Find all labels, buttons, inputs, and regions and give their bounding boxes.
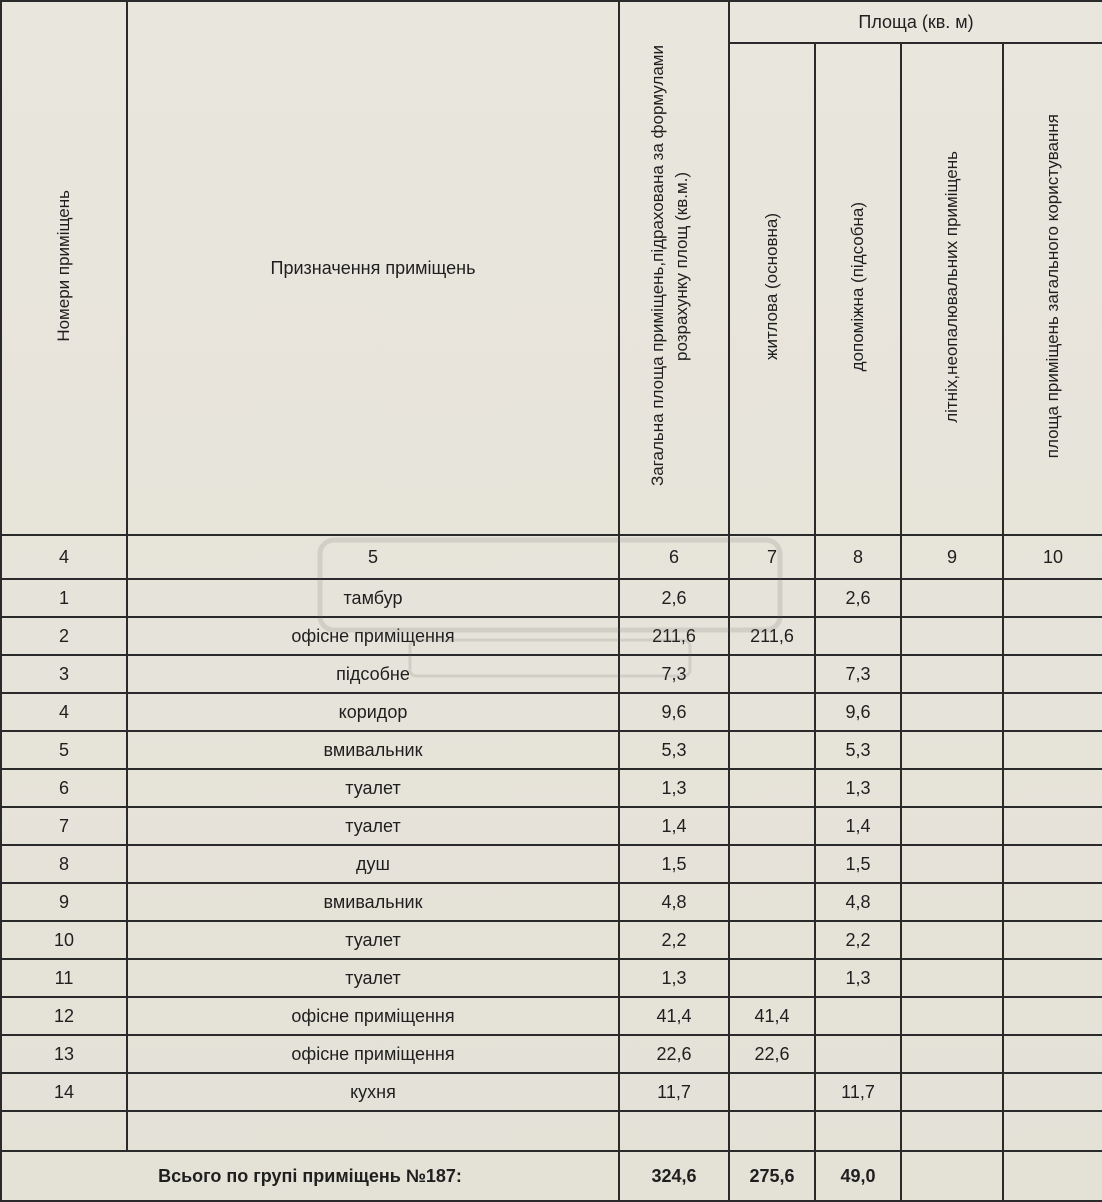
room-total-area: 2,6: [619, 579, 729, 617]
room-auxiliary-area: 2,2: [815, 921, 901, 959]
column-number: 9: [901, 535, 1003, 579]
room-summer-area: [901, 579, 1003, 617]
room-purpose: офісне приміщення: [127, 997, 619, 1035]
table-row: [1, 807, 1102, 845]
total-summer-sum: [901, 1151, 1003, 1201]
room-living-area: [729, 1073, 815, 1111]
room-number: 12: [1, 997, 127, 1035]
room-summer-area: [901, 807, 1003, 845]
room-number: 1: [1, 579, 127, 617]
room-summer-area: [901, 1035, 1003, 1073]
room-auxiliary-area: 1,3: [815, 959, 901, 997]
total-auxiliary-sum: 49,0: [815, 1151, 901, 1201]
room-summer-area: [901, 921, 1003, 959]
room-total-area: 41,4: [619, 997, 729, 1035]
column-number-row: [1, 535, 1102, 579]
room-common-area: [1003, 1035, 1102, 1073]
empty-cell: [127, 1111, 619, 1151]
room-living-area: [729, 883, 815, 921]
room-living-area: [729, 769, 815, 807]
room-common-area: [1003, 959, 1102, 997]
total-living-sum: 275,6: [729, 1151, 815, 1201]
room-summer-area: [901, 845, 1003, 883]
room-auxiliary-area: 7,3: [815, 655, 901, 693]
table-row: [1, 921, 1102, 959]
empty-cell: [729, 1111, 815, 1151]
header-purpose: Призначення приміщень: [127, 1, 619, 535]
room-number: 14: [1, 1073, 127, 1111]
table-row: [1, 1035, 1102, 1073]
room-common-area: [1003, 617, 1102, 655]
room-number: 13: [1, 1035, 127, 1073]
header-area-group: Площа (кв. м): [729, 1, 1102, 43]
header-common: [1003, 43, 1102, 535]
table-row: [1, 1073, 1102, 1111]
room-auxiliary-area: 1,5: [815, 845, 901, 883]
total-common-sum: [1003, 1151, 1102, 1201]
table-row: [1, 579, 1102, 617]
header-row-top: [1, 1, 1102, 43]
room-living-area: 22,6: [729, 1035, 815, 1073]
room-common-area: [1003, 731, 1102, 769]
room-living-area: 41,4: [729, 997, 815, 1035]
room-total-area: 9,6: [619, 693, 729, 731]
room-summer-area: [901, 1073, 1003, 1111]
room-auxiliary-area: [815, 1035, 901, 1073]
table-row: [1, 845, 1102, 883]
column-number: 7: [729, 535, 815, 579]
header-room-number-text: Номери приміщень: [54, 189, 73, 342]
room-purpose: туалет: [127, 921, 619, 959]
column-number: 10: [1003, 535, 1102, 579]
room-common-area: [1003, 883, 1102, 921]
column-number: 6: [619, 535, 729, 579]
table-row: [1, 997, 1102, 1035]
room-total-area: 1,3: [619, 769, 729, 807]
room-purpose: офісне приміщення: [127, 617, 619, 655]
room-number: 8: [1, 845, 127, 883]
room-living-area: [729, 807, 815, 845]
room-purpose: туалет: [127, 959, 619, 997]
room-common-area: [1003, 769, 1102, 807]
room-purpose: вмивальник: [127, 731, 619, 769]
room-purpose: туалет: [127, 807, 619, 845]
empty-cell: [815, 1111, 901, 1151]
header-living: [729, 43, 815, 535]
room-summer-area: [901, 731, 1003, 769]
column-number: 8: [815, 535, 901, 579]
room-total-area: 4,8: [619, 883, 729, 921]
header-auxiliary-text: допоміжна (підсобна): [848, 201, 867, 372]
room-common-area: [1003, 845, 1102, 883]
room-purpose: туалет: [127, 769, 619, 807]
room-total-area: 2,2: [619, 921, 729, 959]
room-number: 4: [1, 693, 127, 731]
room-purpose: вмивальник: [127, 883, 619, 921]
table-row: [1, 959, 1102, 997]
room-auxiliary-area: 2,6: [815, 579, 901, 617]
room-auxiliary-area: [815, 617, 901, 655]
room-purpose: офісне приміщення: [127, 1035, 619, 1073]
room-auxiliary-area: 5,3: [815, 731, 901, 769]
room-number: 5: [1, 731, 127, 769]
empty-cell: [901, 1111, 1003, 1151]
room-living-area: [729, 693, 815, 731]
column-number: 4: [1, 535, 127, 579]
room-summer-area: [901, 769, 1003, 807]
room-total-area: 1,4: [619, 807, 729, 845]
room-summer-area: [901, 693, 1003, 731]
room-summer-area: [901, 655, 1003, 693]
room-summer-area: [901, 883, 1003, 921]
room-number: 11: [1, 959, 127, 997]
room-common-area: [1003, 655, 1102, 693]
header-summer: [901, 43, 1003, 535]
room-number: 6: [1, 769, 127, 807]
room-purpose: тамбур: [127, 579, 619, 617]
room-purpose: кухня: [127, 1073, 619, 1111]
header-common-text: площа приміщень загального користування: [1043, 114, 1063, 459]
room-auxiliary-area: [815, 997, 901, 1035]
room-total-area: 22,6: [619, 1035, 729, 1073]
header-room-number: [1, 1, 127, 535]
room-number: 9: [1, 883, 127, 921]
room-living-area: [729, 959, 815, 997]
room-auxiliary-area: 9,6: [815, 693, 901, 731]
empty-cell: [1, 1111, 127, 1151]
header-auxiliary: [815, 43, 901, 535]
room-purpose: підсобне: [127, 655, 619, 693]
room-living-area: [729, 655, 815, 693]
table-body: [1, 1, 1102, 1201]
room-total-area: 11,7: [619, 1073, 729, 1111]
room-auxiliary-area: 11,7: [815, 1073, 901, 1111]
empty-row: [1, 1111, 1102, 1151]
header-total-area: [619, 1, 729, 535]
header-living-text: житлова (основна): [762, 213, 781, 360]
table-row: [1, 731, 1102, 769]
room-summer-area: [901, 617, 1003, 655]
room-auxiliary-area: 1,3: [815, 769, 901, 807]
total-row: [1, 1151, 1102, 1201]
room-number: 2: [1, 617, 127, 655]
table-row: [1, 693, 1102, 731]
room-total-area: 1,5: [619, 845, 729, 883]
column-number: 5: [127, 535, 619, 579]
room-common-area: [1003, 1073, 1102, 1111]
room-common-area: [1003, 807, 1102, 845]
room-living-area: [729, 845, 815, 883]
room-summer-area: [901, 959, 1003, 997]
room-auxiliary-area: 1,4: [815, 807, 901, 845]
header-summer-text: літніх,неопалювальних приміщень: [942, 150, 961, 423]
total-area-sum: 324,6: [619, 1151, 729, 1201]
room-auxiliary-area: 4,8: [815, 883, 901, 921]
room-number: 7: [1, 807, 127, 845]
room-purpose: коридор: [127, 693, 619, 731]
table-row: [1, 769, 1102, 807]
room-total-area: 211,6: [619, 617, 729, 655]
header-total-area-text: Загальна площа приміщень,підрахована за формулами розрахунку площ (кв.м.): [648, 45, 691, 486]
room-number: 10: [1, 921, 127, 959]
room-total-area: 5,3: [619, 731, 729, 769]
room-summer-area: [901, 997, 1003, 1035]
room-total-area: 1,3: [619, 959, 729, 997]
table-row: [1, 655, 1102, 693]
table-row: [1, 617, 1102, 655]
room-common-area: [1003, 997, 1102, 1035]
room-total-area: 7,3: [619, 655, 729, 693]
total-label: Всього по групі приміщень №187:: [1, 1151, 619, 1201]
room-common-area: [1003, 693, 1102, 731]
room-living-area: [729, 921, 815, 959]
table-row: [1, 883, 1102, 921]
room-purpose: душ: [127, 845, 619, 883]
empty-cell: [619, 1111, 729, 1151]
room-living-area: 211,6: [729, 617, 815, 655]
empty-cell: [1003, 1111, 1102, 1151]
room-living-area: [729, 579, 815, 617]
room-common-area: [1003, 579, 1102, 617]
room-common-area: [1003, 921, 1102, 959]
room-living-area: [729, 731, 815, 769]
room-number: 3: [1, 655, 127, 693]
